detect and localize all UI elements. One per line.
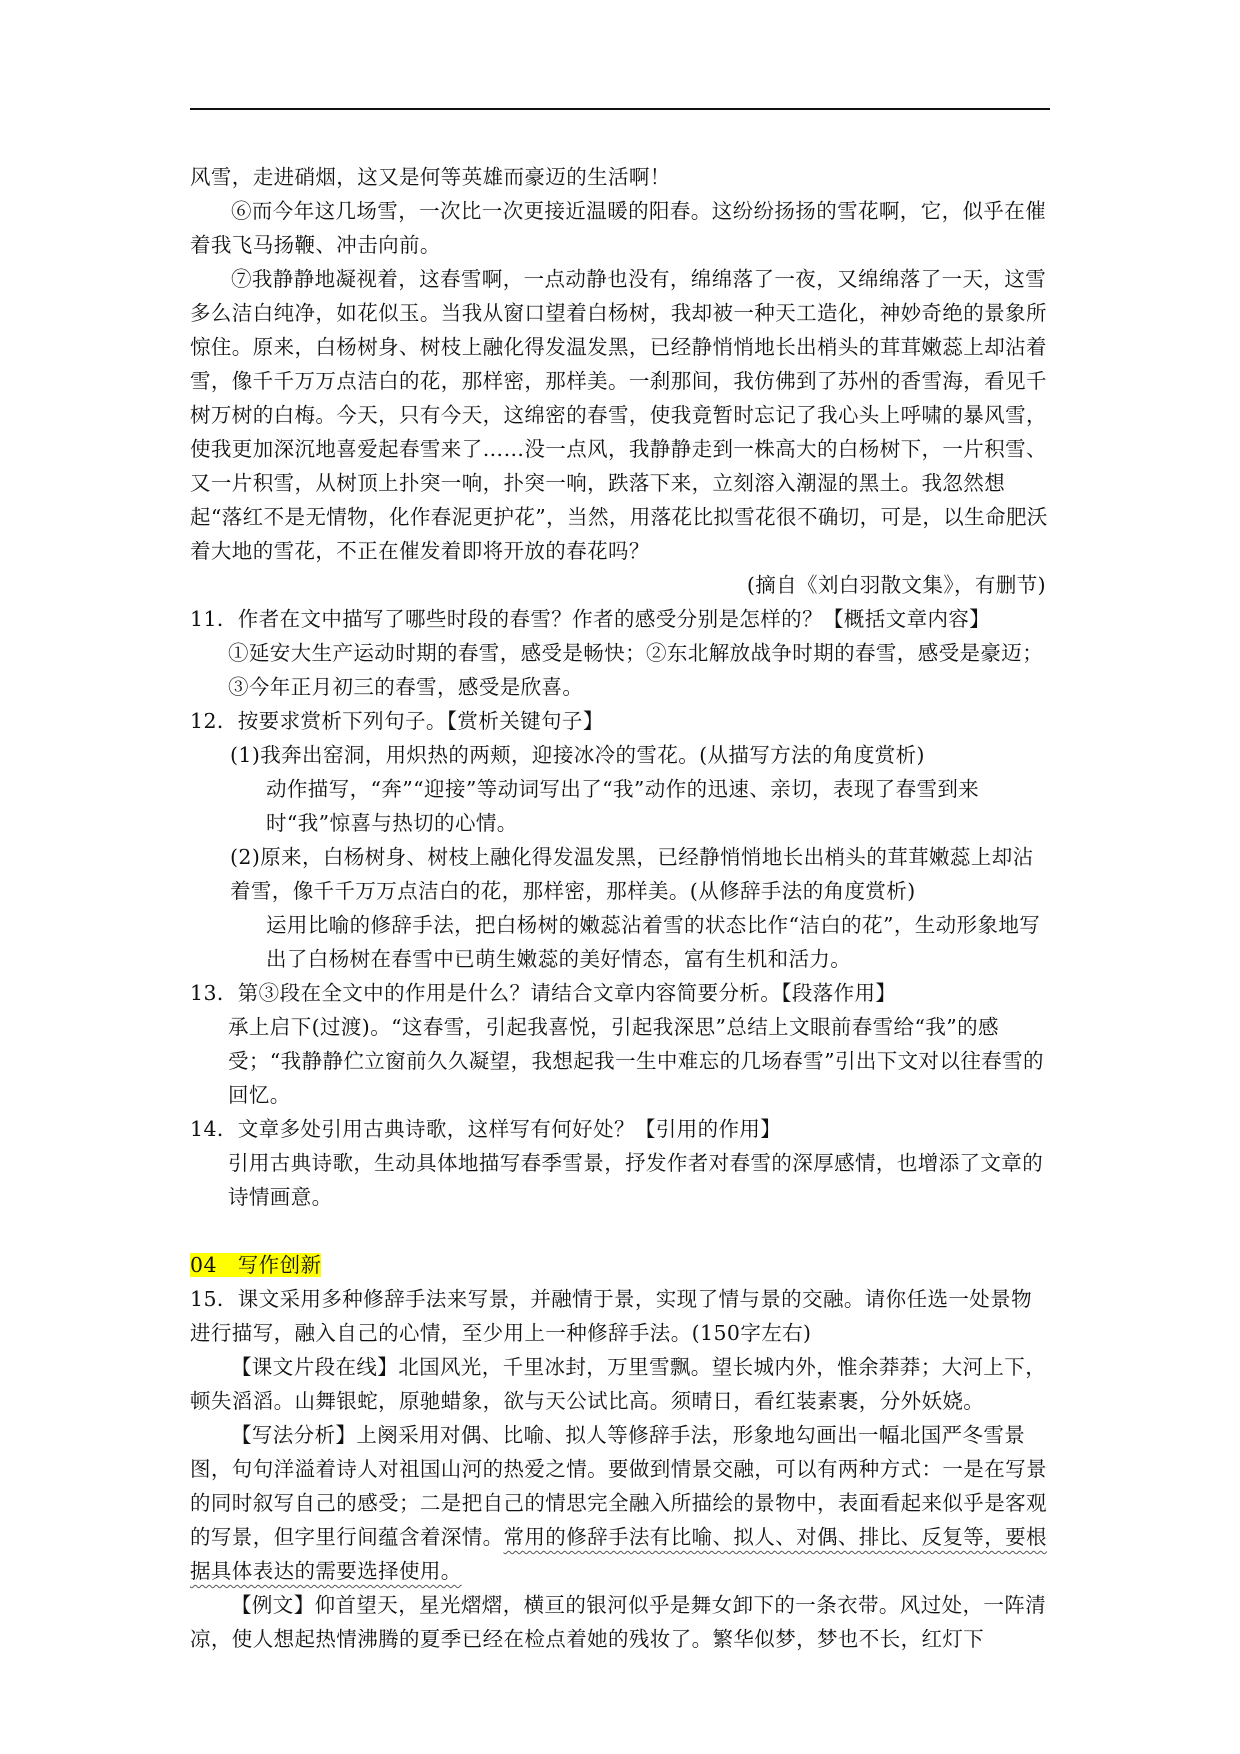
example-essay: 【例文】仰首望天，星光熠熠，横亘的银河似乎是舞女卸下的一条衣带。风过处，一阵清凉，使人想起热情沸腾的夏季已经在检点着她的残妆了。繁华似梦，梦也不长，红灯下 bbox=[190, 1593, 1047, 1651]
section-title: 04 写作创新 bbox=[190, 1253, 322, 1277]
passage-continuation: 风雪，走进硝烟，这又是何等英雄而豪迈的生活啊！ bbox=[190, 165, 671, 189]
answer-11: ①延安大生产运动时期的春雪，感受是畅快；②东北解放战争时期的春雪，感受是豪迈；③今年正月初三的春雪，感受是欣喜。 bbox=[228, 641, 1044, 699]
question-15: 15．课文采用多种修辞手法来写景，并融情于景，实现了情与景的交融。请你任选一处景物进行描写，融入自己的心情，至少用上一种修辞手法。(150字左右) bbox=[190, 1287, 1032, 1345]
passage-source: (摘自《刘白羽散文集》，有删节) bbox=[746, 573, 1046, 597]
writing-analysis-underlined: 常用的修辞手法有比喻、拟人、对偶、排比、反复等，要根据具体表达的需要选择使用。 bbox=[190, 1525, 1047, 1583]
passage-paragraph-7: ⑦我静静地凝视着，这春雪啊，一点动静也没有，绵绵落了一夜，又绵绵落了一天，这雪多么洁白纯净，如花似玉。当我从窗口望着白杨树，我却被一种天工造化，神妙奇绝的景象所惊住。原来，白杨树身、树枝上融化得发温发黑，已经静悄悄地长出梢头的茸茸嫩蕊上却沾着雪，像千千万万点洁白的花，那样密，那样美。一刹那间，我仿佛到了苏州的香雪海，看见千树万树的白梅。今天，只有今天，这绵密的春雪，使我竟暂时忘记了我心头上呼啸的暴风雪，使我更加深沉地喜爱起春雪来了……没一点风，我静静走到一株高大的白杨树下，一片积雪、又一片积雪，从树顶上扑突一响，扑突一响，跌落下来，立刻溶入潮湿的黑土。我忽然想起“落红不是无情物，化作春泥更护花”，当然，用落花比拟雪花很不确切，可是，以生命肥沃着大地的雪花，不正在催发着即将开放的春花吗？ bbox=[190, 267, 1048, 563]
answer-12-2: 运用比喻的修辞手法，把白杨树的嫩蕊沾着雪的状态比作“洁白的花”，生动形象地写出了白杨树在春雪中已萌生嫩蕊的美好情态，富有生机和活力。 bbox=[266, 913, 1041, 971]
passage-paragraph-6: ⑥而今年这几场雪，一次比一次更接近温暖的阳春。这纷纷扬扬的雪花啊，它，似乎在催着我飞马扬鞭、冲击向前。 bbox=[190, 199, 1047, 257]
question-11: 11．作者在文中描写了哪些时段的春雪？作者的感受分别是怎样的？【概括文章内容】 bbox=[190, 607, 991, 631]
header-rule bbox=[190, 108, 1050, 110]
question-12-1: (1)我奔出窑洞，用炽热的两颊，迎接冰冷的雪花。(从描写方法的角度赏析) bbox=[230, 743, 925, 767]
writing-analysis bbox=[190, 1418, 1052, 1588]
textbook-excerpt: 【课文片段在线】北国风光，千里冰封，万里雪飘。望长城内外，惟余莽莽；大河上下，顿失滔滔。山舞银蛇，原驰蜡象，欲与天公试比高。须晴日，看红装素裹，分外妖娆。 bbox=[190, 1355, 1047, 1413]
question-12-2: (2)原来，白杨树身、树枝上融化得发温发黑，已经静悄悄地长出梢头的茸茸嫩蕊上却沾着雪，像千千万万点洁白的花，那样密，那样美。(从修辞手法的角度赏析) bbox=[230, 845, 1034, 903]
question-14: 14．文章多处引用古典诗歌，这样写有何好处？【引用的作用】 bbox=[190, 1117, 782, 1141]
section-heading bbox=[190, 1248, 1052, 1282]
section-gap bbox=[190, 1214, 1052, 1248]
document-body bbox=[190, 160, 1052, 1656]
question-12: 12．按要求赏析下列句子。【赏析关键句子】 bbox=[190, 709, 604, 733]
answer-13: 承上启下(过渡)。“这春雪，引起我喜悦，引起我深思”总结上文眼前春雪给“我”的感受；“我静静伫立窗前久久凝望，我想起我一生中难忘的几场春雪”引出下文对以往春雪的回忆。 bbox=[228, 1015, 1044, 1107]
writing-analysis-main: 【写法分析】上阕采用对偶、比喻、拟人等修辞手法，形象地勾画出一幅北国严冬雪景图，句句洋溢着诗人对祖国山河的热爱之情。要做到情景交融，可以有两种方式：一是在写景的同时叙写自己的感受；二是把自己的情思完全融入所描绘的景物中，表面看起来似乎是客观的写景，但字里行间蕴含着深情。 bbox=[190, 1423, 1047, 1549]
answer-14: 引用古典诗歌，生动具体地描写春季雪景，抒发作者对春雪的深厚感情，也增添了文章的诗情画意。 bbox=[228, 1151, 1044, 1209]
answer-12-1: 动作描写，“奔”“迎接”等动词写出了“我”动作的迅速、亲切，表现了春雪到来时“我”惊喜与热切的心情。 bbox=[266, 777, 980, 835]
question-13: 13．第③段在全文中的作用是什么？请结合文章内容简要分析。【段落作用】 bbox=[190, 981, 897, 1005]
